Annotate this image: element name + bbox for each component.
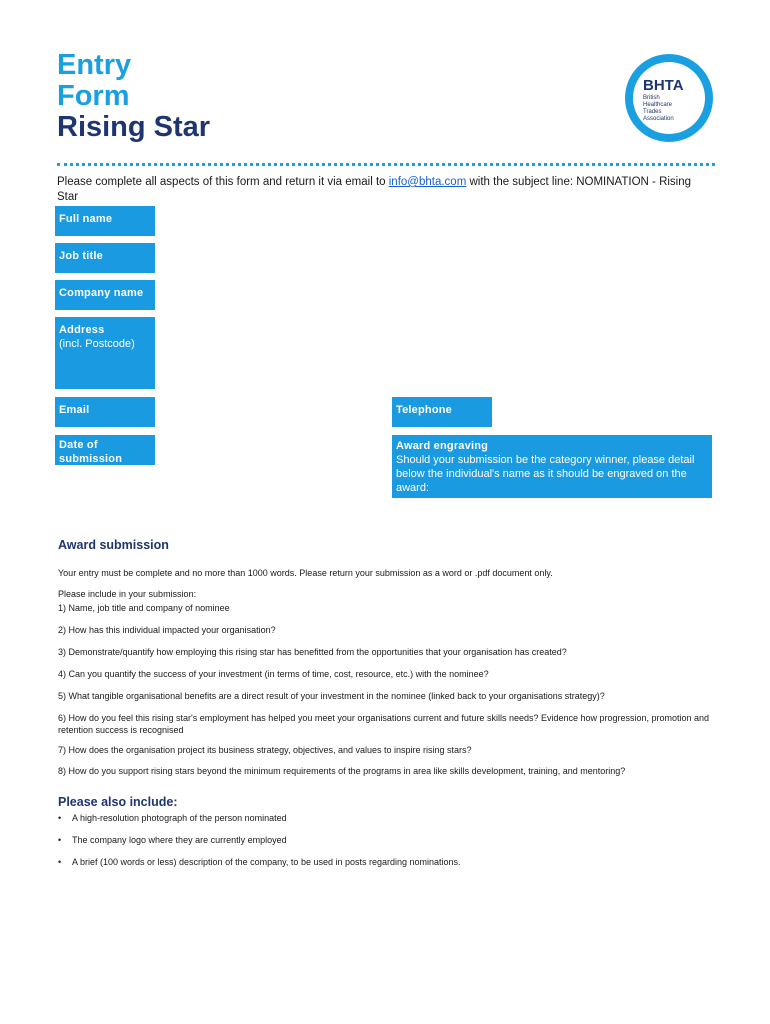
bullet-dot-icon: • — [58, 813, 62, 823]
award-submission-heading: Award submission — [58, 538, 169, 552]
company-name-field[interactable] — [55, 280, 155, 310]
logo-brand: BHTA — [643, 77, 684, 94]
bullet-item — [58, 812, 287, 824]
address-sublabel: (incl. Postcode) — [59, 338, 135, 350]
date-label-line1: Date of — [59, 439, 98, 451]
telephone-label: Telephone — [396, 404, 452, 416]
address-field[interactable] — [55, 317, 155, 389]
intro-text-after: with the subject line: NOMINATION - Rising Star — [57, 176, 692, 203]
address-label: Address — [59, 324, 105, 336]
email-link[interactable]: info@bhta.com — [388, 176, 467, 188]
logo-line-1: British — [643, 95, 660, 101]
email-label: Email — [59, 404, 90, 416]
intro-text-before: Please complete all aspects of this form and return it via email to — [57, 176, 389, 188]
job-title-label: Job title — [59, 250, 103, 262]
list-item: 7) How does the organisation project its business strategy, objectives, and values to inspire rising stars? — [58, 745, 472, 755]
bullet-text: The company logo where they are currently employed — [72, 835, 287, 845]
list-item: 4) Can you quantify the success of your investment (in terms of time, cost, resource, etc.) with the nominee? — [58, 669, 489, 679]
full-name-label: Full name — [59, 213, 113, 225]
list-item: 1) Name, job title and company of nominee — [58, 603, 230, 613]
intro-text — [57, 175, 697, 204]
engraving-label: Award engraving — [396, 440, 489, 452]
submission-intro: Your entry must be complete and no more than 1000 words. Please return your submission as a word or .pdf document only. — [58, 568, 553, 578]
title-line-rising-star: Rising Star — [57, 111, 211, 143]
email-field[interactable] — [55, 397, 155, 427]
bhta-logo — [623, 52, 715, 144]
list-item: 6) How do you feel this rising star's employment has helped you meet your organisations current and future skills needs? Evidence how progression, promotion and retention success is recognised — [58, 713, 710, 735]
list-item: 5) What tangible organisational benefits are a direct result of your investment in the nominee (linked back to your organisations strategy)? — [58, 691, 605, 701]
bullet-text: A brief (100 words or less) description of the company, to be used in posts regarding nominations. — [72, 857, 461, 867]
date-label-line2: submission — [59, 453, 123, 465]
bullet-dot-icon: • — [58, 857, 62, 867]
list-item: 8) How do you support rising stars beyond the minimum requirements of the programs in area like skills development, training, and mentoring? — [58, 766, 626, 776]
engraving-description: Should your submission be the category winner, please detail below the individual's name as it should be engraved on the award: — [396, 454, 695, 494]
bullet-dot-icon: • — [58, 835, 62, 845]
list-item: 2) How has this individual impacted your organisation? — [58, 625, 276, 635]
bullet-item — [58, 856, 461, 868]
job-title-field[interactable] — [55, 243, 155, 273]
dotted-divider — [57, 163, 715, 166]
award-engraving-field[interactable] — [392, 435, 712, 498]
title-line-form: Form — [57, 80, 130, 112]
bullet-text: A high-resolution photograph of the person nominated — [72, 813, 287, 823]
title-line-entry: Entry — [57, 49, 132, 81]
page-title — [57, 50, 210, 143]
company-name-label: Company name — [59, 287, 144, 299]
also-include-heading: Please also include: — [58, 795, 178, 809]
logo-line-2: Healthcare — [643, 102, 673, 108]
full-name-field[interactable] — [55, 206, 155, 236]
date-of-submission-field[interactable] — [55, 435, 155, 465]
list-item: 3) Demonstrate/quantify how employing this rising star has benefitted from the opportunities that your organisation has created? — [58, 647, 567, 657]
bullet-item — [58, 834, 287, 846]
include-label: Please include in your submission: — [58, 589, 197, 599]
logo-line-4: Association — [643, 116, 674, 122]
logo-line-3: Trades — [643, 109, 662, 115]
telephone-field[interactable] — [392, 397, 492, 427]
